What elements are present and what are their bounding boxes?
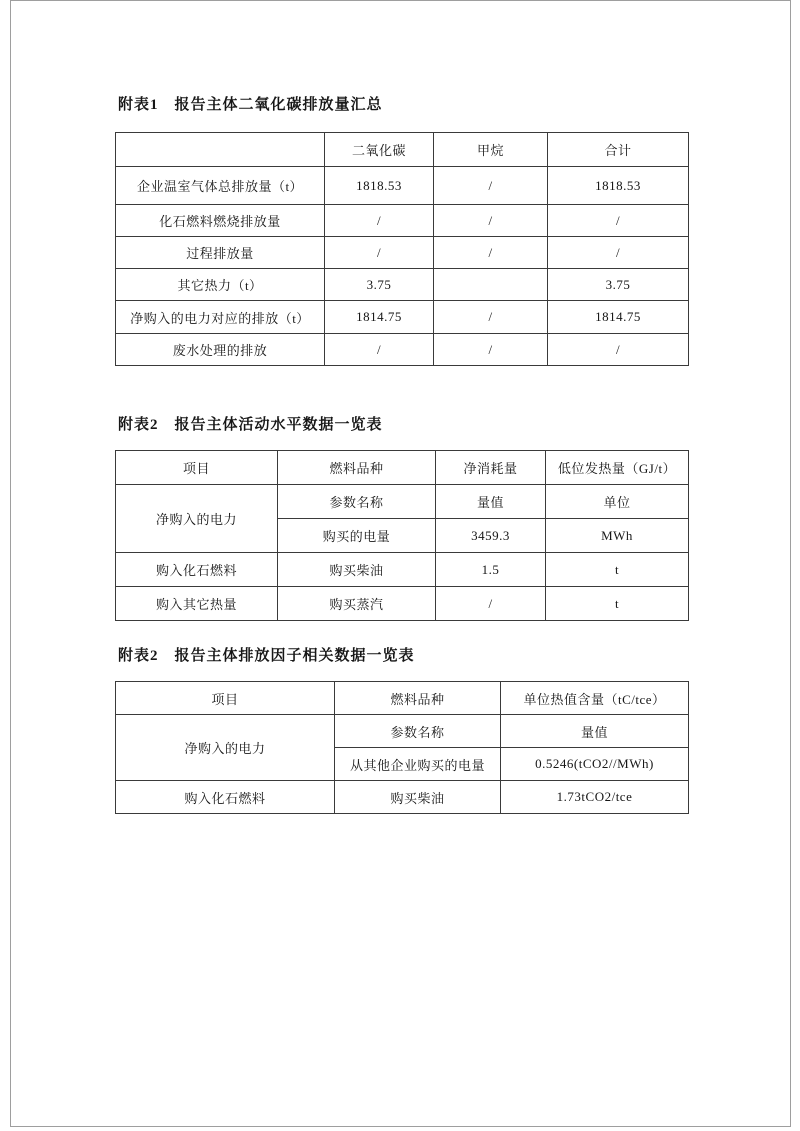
header-cell-item: 项目 xyxy=(116,682,335,715)
table-row xyxy=(116,237,689,269)
table-row xyxy=(116,167,689,205)
section3-title: 附表2 报告主体排放因子相关数据一览表 xyxy=(118,648,415,664)
row-label-cell: 购入化石燃料 xyxy=(116,553,278,587)
value-cell: 购买蒸汽 xyxy=(278,587,436,621)
row-label-cell: 化石燃料燃烧排放量 xyxy=(116,205,325,237)
row-label-cell: 废水处理的排放 xyxy=(116,334,325,366)
table-header-row xyxy=(116,682,689,715)
value-cell: 3.75 xyxy=(548,269,689,301)
row-label-cell: 企业温室气体总排放量（t） xyxy=(116,167,325,205)
header-cell-ch4: 甲烷 xyxy=(434,133,548,167)
header-cell-co2: 二氧化碳 xyxy=(325,133,434,167)
value-cell: 参数名称 xyxy=(335,715,501,748)
value-cell: 1814.75 xyxy=(325,301,434,334)
value-cell: 单位 xyxy=(546,485,689,519)
table-row xyxy=(116,269,689,301)
value-cell: / xyxy=(434,334,548,366)
header-cell-fuel-type: 燃料品种 xyxy=(335,682,501,715)
value-cell: 3459.3 xyxy=(436,519,546,553)
table-row xyxy=(116,485,689,519)
table-row xyxy=(116,781,689,814)
value-cell: t xyxy=(546,587,689,621)
row-label-cell: 净购入的电力对应的排放（t） xyxy=(116,301,325,334)
value-cell-blank xyxy=(434,269,548,301)
value-cell: / xyxy=(434,167,548,205)
value-cell: 参数名称 xyxy=(278,485,436,519)
section2-title: 附表2 报告主体活动水平数据一览表 xyxy=(118,417,383,433)
value-cell: 0.5246(tCO2//MWh) xyxy=(501,748,689,781)
value-cell: / xyxy=(548,205,689,237)
table-row xyxy=(116,205,689,237)
row-label-cell: 净购入的电力 xyxy=(116,715,335,781)
emission-factor-data-table xyxy=(115,681,689,814)
value-cell: 量值 xyxy=(501,715,689,748)
header-cell-item: 项目 xyxy=(116,451,278,485)
table-row xyxy=(116,553,689,587)
value-cell: / xyxy=(436,587,546,621)
value-cell: 1818.53 xyxy=(548,167,689,205)
value-cell: / xyxy=(325,334,434,366)
table-row xyxy=(116,334,689,366)
header-cell-fuel-type: 燃料品种 xyxy=(278,451,436,485)
value-cell: 1.5 xyxy=(436,553,546,587)
table-row xyxy=(116,301,689,334)
value-cell: MWh xyxy=(546,519,689,553)
row-label-cell: 其它热力（t） xyxy=(116,269,325,301)
value-cell: 1818.53 xyxy=(325,167,434,205)
value-cell: 购买柴油 xyxy=(278,553,436,587)
header-cell-net-consumption: 净消耗量 xyxy=(436,451,546,485)
row-label-cell: 过程排放量 xyxy=(116,237,325,269)
header-cell-heating-value: 低位发热量（GJ/t） xyxy=(546,451,689,485)
value-cell: 购买的电量 xyxy=(278,519,436,553)
section1-title: 附表1 报告主体二氧化碳排放量汇总 xyxy=(118,97,383,113)
value-cell: 1814.75 xyxy=(548,301,689,334)
co2-emissions-summary-table xyxy=(115,132,689,366)
value-cell: / xyxy=(325,205,434,237)
value-cell: 量值 xyxy=(436,485,546,519)
value-cell: / xyxy=(434,237,548,269)
value-cell: 从其他企业购买的电量 xyxy=(335,748,501,781)
table-row xyxy=(116,587,689,621)
value-cell: 1.73tCO2/tce xyxy=(501,781,689,814)
header-cell-blank xyxy=(116,133,325,167)
value-cell: / xyxy=(434,301,548,334)
value-cell: 3.75 xyxy=(325,269,434,301)
table-row xyxy=(116,715,689,748)
value-cell: 购买柴油 xyxy=(335,781,501,814)
table-header-row xyxy=(116,451,689,485)
value-cell: / xyxy=(325,237,434,269)
value-cell: t xyxy=(546,553,689,587)
row-label-cell: 购入化石燃料 xyxy=(116,781,335,814)
header-cell-carbon-content: 单位热值含量（tC/tce） xyxy=(501,682,689,715)
value-cell: / xyxy=(548,237,689,269)
value-cell: / xyxy=(548,334,689,366)
activity-level-data-table xyxy=(115,450,689,621)
value-cell: / xyxy=(434,205,548,237)
header-cell-total: 合计 xyxy=(548,133,689,167)
row-label-cell: 购入其它热量 xyxy=(116,587,278,621)
table-header-row xyxy=(116,133,689,167)
row-label-cell: 净购入的电力 xyxy=(116,485,278,553)
